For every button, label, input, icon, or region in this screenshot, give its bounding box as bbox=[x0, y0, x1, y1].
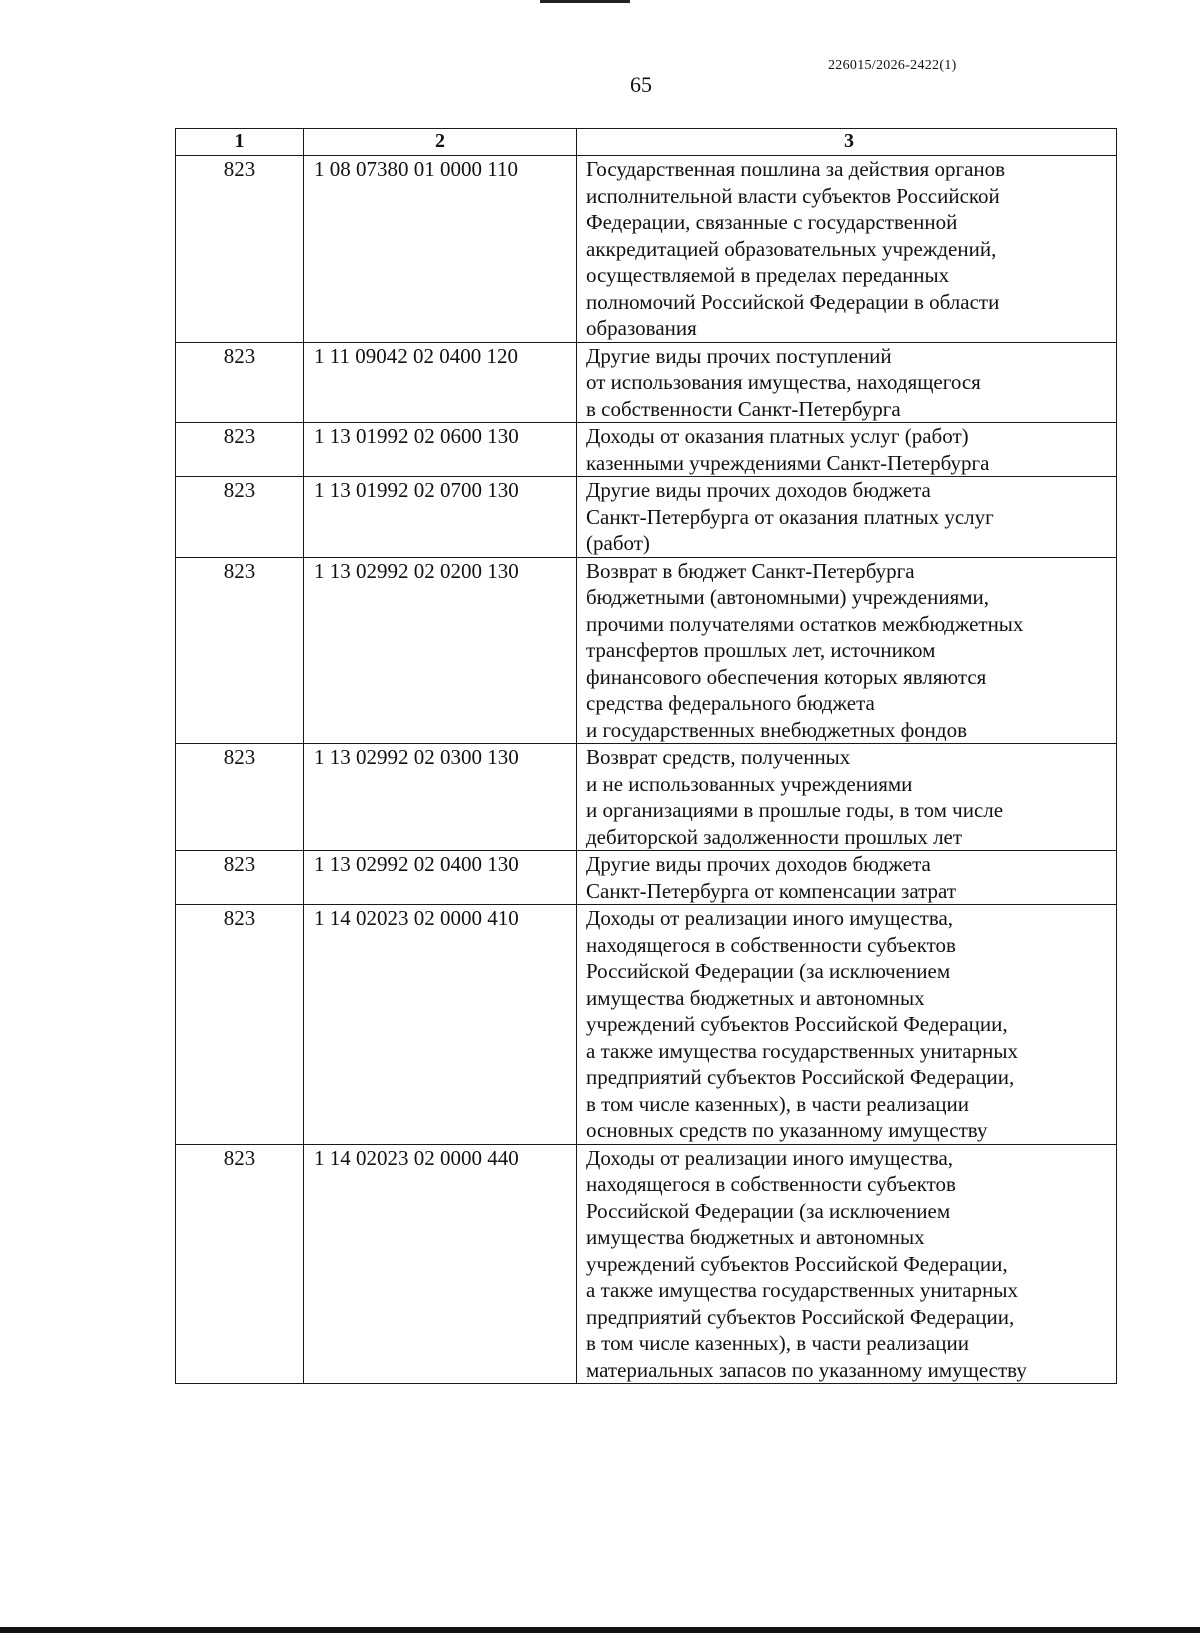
description-cell: Доходы от реализации иного имущества, находящегося в собственности субъектов Российской Федерации (за исключением имущества бюджетных и автономных учреждений субъектов Российской Федерации, а также имущества государственных унитарных предприятий субъектов Российской Федерации, в том числе казенных), в части реализации основных средств по указанному имуществу bbox=[577, 905, 1117, 1145]
revenue-code-cell: 1 14 02023 02 0000 440 bbox=[304, 1144, 577, 1384]
revenue-code-cell: 1 13 02992 02 0400 130 bbox=[304, 851, 577, 905]
table-row bbox=[176, 477, 1117, 558]
description-cell: Доходы от оказания платных услуг (работ) казенными учреждениями Санкт-Петербурга bbox=[577, 423, 1117, 477]
description-cell: Возврат в бюджет Санкт-Петербурга бюджетными (автономными) учреждениями, прочими получателями остатков межбюджетных трансфертов прошлых лет, источником финансового обеспечения которых являются средства федерального бюджета и государственных внебюджетных фондов bbox=[577, 557, 1117, 744]
admin-code-cell: 823 bbox=[176, 744, 304, 851]
scan-bottom-edge bbox=[0, 1627, 1200, 1633]
description-cell: Другие виды прочих поступлений от использования имущества, находящегося в собственности Санкт-Петербурга bbox=[577, 342, 1117, 423]
column-header-2: 2 bbox=[304, 129, 577, 156]
revenue-code-cell: 1 14 02023 02 0000 410 bbox=[304, 905, 577, 1145]
admin-code-cell: 823 bbox=[176, 851, 304, 905]
page-number: 65 bbox=[630, 72, 652, 97]
description-cell: Доходы от реализации иного имущества, находящегося в собственности субъектов Российской Федерации (за исключением имущества бюджетных и автономных учреждений субъектов Российской Федерации, а также имущества государственных унитарных предприятий субъектов Российской Федерации, в том числе казенных), в части реализации материальных запасов по указанному имуществу bbox=[577, 1144, 1117, 1384]
description-cell: Возврат средств, полученных и не использованных учреждениями и организациями в прошлые годы, в том числе дебиторской задолженности прошлых лет bbox=[577, 744, 1117, 851]
table-row bbox=[176, 156, 1117, 343]
admin-code-cell: 823 bbox=[176, 557, 304, 744]
table-row bbox=[176, 423, 1117, 477]
table-row bbox=[176, 744, 1117, 851]
table-row bbox=[176, 851, 1117, 905]
table-row bbox=[176, 905, 1117, 1145]
table-header-row bbox=[176, 129, 1117, 156]
table-row bbox=[176, 1144, 1117, 1384]
description-cell: Государственная пошлина за действия органов исполнительной власти субъектов Российской Федерации, связанные с государственной аккредитацией образовательных учреждений, осуществляемой в пределах переданных полномочий Российской Федерации в области образования bbox=[577, 156, 1117, 343]
description-cell: Другие виды прочих доходов бюджета Санкт-Петербурга от компенсации затрат bbox=[577, 851, 1117, 905]
column-header-3: 3 bbox=[577, 129, 1117, 156]
budget-codes-table bbox=[175, 128, 1117, 1384]
admin-code-cell: 823 bbox=[176, 342, 304, 423]
admin-code-cell: 823 bbox=[176, 156, 304, 343]
admin-code-cell: 823 bbox=[176, 477, 304, 558]
admin-code-cell: 823 bbox=[176, 1144, 304, 1384]
admin-code-cell: 823 bbox=[176, 423, 304, 477]
revenue-code-cell: 1 13 01992 02 0600 130 bbox=[304, 423, 577, 477]
table-row bbox=[176, 557, 1117, 744]
revenue-code-cell: 1 13 01992 02 0700 130 bbox=[304, 477, 577, 558]
scan-top-mark bbox=[540, 0, 630, 3]
revenue-code-cell: 1 13 02992 02 0300 130 bbox=[304, 744, 577, 851]
revenue-code-cell: 1 13 02992 02 0200 130 bbox=[304, 557, 577, 744]
description-cell: Другие виды прочих доходов бюджета Санкт-Петербурга от оказания платных услуг (работ) bbox=[577, 477, 1117, 558]
table-row bbox=[176, 342, 1117, 423]
revenue-code-cell: 1 11 09042 02 0400 120 bbox=[304, 342, 577, 423]
revenue-code-cell: 1 08 07380 01 0000 110 bbox=[304, 156, 577, 343]
document-id: 226015/2026-2422(1) bbox=[828, 58, 957, 73]
admin-code-cell: 823 bbox=[176, 905, 304, 1145]
column-header-1: 1 bbox=[176, 129, 304, 156]
